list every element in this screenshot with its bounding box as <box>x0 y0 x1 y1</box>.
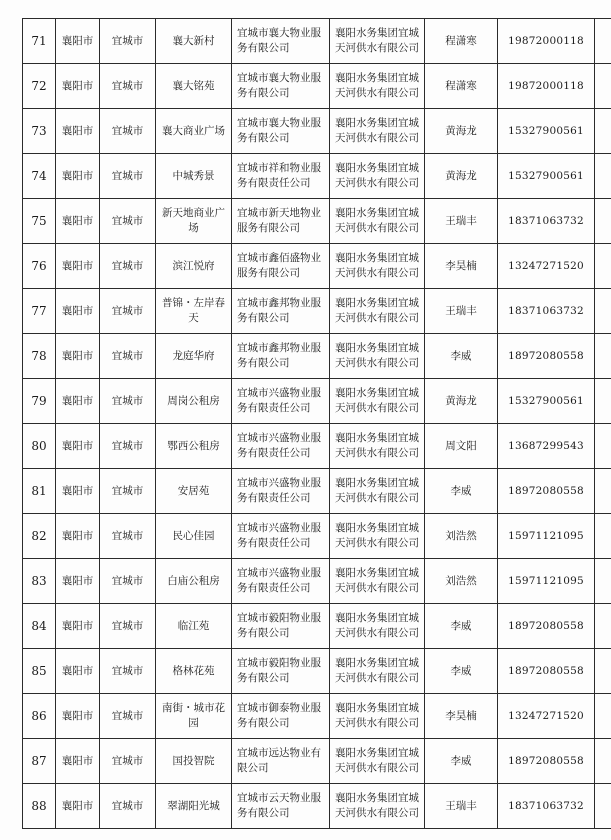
row-number: 88 <box>23 784 56 829</box>
row-number: 77 <box>23 289 56 334</box>
community-name-cell: 龙庭华府 <box>156 334 232 379</box>
community-name-cell: 白庙公租房 <box>156 559 232 604</box>
phone-number-cell: 13247271520 <box>498 244 595 289</box>
city-cell: 襄阳市 <box>56 289 100 334</box>
table-row <box>23 19 611 64</box>
note-cell <box>595 154 611 199</box>
contact-person-cell: 李威 <box>425 469 498 514</box>
district-cell: 宜城市 <box>100 244 156 289</box>
note-cell <box>595 739 611 784</box>
note-cell <box>595 64 611 109</box>
district-cell: 宜城市 <box>100 739 156 784</box>
city-cell: 襄阳市 <box>56 469 100 514</box>
phone-number-cell: 15327900561 <box>498 379 595 424</box>
community-name-cell: 翠湖阳光城 <box>156 784 232 829</box>
contact-person-cell: 李昊楠 <box>425 694 498 739</box>
district-cell: 宜城市 <box>100 604 156 649</box>
contact-person-cell: 程潇寒 <box>425 64 498 109</box>
community-name-cell: 南街・城市花园 <box>156 694 232 739</box>
community-name-cell: 襄大铭苑 <box>156 64 232 109</box>
community-name-cell: 鄂西公租房 <box>156 424 232 469</box>
table-row <box>23 64 611 109</box>
phone-number-cell: 15971121095 <box>498 514 595 559</box>
phone-number-cell: 18972080558 <box>498 334 595 379</box>
district-cell: 宜城市 <box>100 19 156 64</box>
city-cell: 襄阳市 <box>56 334 100 379</box>
property-company-cell: 宜城市鑫佰盛物业服务有限公司 <box>232 244 330 289</box>
district-cell: 宜城市 <box>100 784 156 829</box>
phone-number-cell: 18972080558 <box>498 469 595 514</box>
table-row <box>23 514 611 559</box>
row-number: 79 <box>23 379 56 424</box>
property-company-cell: 宜城市兴盛物业服务有限责任公司 <box>232 379 330 424</box>
contact-person-cell: 刘浩然 <box>425 559 498 604</box>
table-row <box>23 334 611 379</box>
water-company-cell: 襄阳水务集团宜城天河供水有限公司 <box>330 19 425 64</box>
table-row <box>23 649 611 694</box>
table-row <box>23 379 611 424</box>
water-company-cell: 襄阳水务集团宜城天河供水有限公司 <box>330 469 425 514</box>
water-company-cell: 襄阳水务集团宜城天河供水有限公司 <box>330 154 425 199</box>
community-name-cell: 国投智院 <box>156 739 232 784</box>
community-name-cell: 临江苑 <box>156 604 232 649</box>
property-company-cell: 宜城市毅阳物业服务有限公司 <box>232 649 330 694</box>
community-name-cell: 襄大商业广场 <box>156 109 232 154</box>
community-name-cell: 民心佳园 <box>156 514 232 559</box>
community-name-cell: 滨江悦府 <box>156 244 232 289</box>
property-company-cell: 宜城市兴盛物业服务有限责任公司 <box>232 559 330 604</box>
property-company-cell: 宜城市祥和物业服务有限责任公司 <box>232 154 330 199</box>
city-cell: 襄阳市 <box>56 694 100 739</box>
district-cell: 宜城市 <box>100 379 156 424</box>
property-company-cell: 宜城市远达物业有限公司 <box>232 739 330 784</box>
phone-number-cell: 18371063732 <box>498 784 595 829</box>
note-cell <box>595 199 611 244</box>
contact-person-cell: 李昊楠 <box>425 244 498 289</box>
property-company-cell: 宜城市鑫邦物业服务有限公司 <box>232 289 330 334</box>
district-cell: 宜城市 <box>100 109 156 154</box>
property-company-cell: 宜城市云天物业服务有限公司 <box>232 784 330 829</box>
water-company-cell: 襄阳水务集团宜城天河供水有限公司 <box>330 694 425 739</box>
table-row <box>23 469 611 514</box>
property-company-cell: 宜城市襄大物业服务有限公司 <box>232 109 330 154</box>
row-number: 80 <box>23 424 56 469</box>
district-cell: 宜城市 <box>100 424 156 469</box>
district-cell: 宜城市 <box>100 649 156 694</box>
table-row <box>23 739 611 784</box>
note-cell <box>595 784 611 829</box>
district-cell: 宜城市 <box>100 694 156 739</box>
city-cell: 襄阳市 <box>56 154 100 199</box>
district-cell: 宜城市 <box>100 289 156 334</box>
city-cell: 襄阳市 <box>56 424 100 469</box>
district-cell: 宜城市 <box>100 64 156 109</box>
property-water-supply-table <box>22 18 611 829</box>
contact-person-cell: 王瑞丰 <box>425 199 498 244</box>
contact-person-cell: 程潇寒 <box>425 19 498 64</box>
property-company-cell: 宜城市鑫邦物业服务有限公司 <box>232 334 330 379</box>
table-row <box>23 289 611 334</box>
row-number: 76 <box>23 244 56 289</box>
row-number: 74 <box>23 154 56 199</box>
water-company-cell: 襄阳水务集团宜城天河供水有限公司 <box>330 289 425 334</box>
city-cell: 襄阳市 <box>56 784 100 829</box>
water-company-cell: 襄阳水务集团宜城天河供水有限公司 <box>330 199 425 244</box>
row-number: 71 <box>23 19 56 64</box>
community-name-cell: 新天地商业广场 <box>156 199 232 244</box>
contact-person-cell: 王瑞丰 <box>425 784 498 829</box>
water-company-cell: 襄阳水务集团宜城天河供水有限公司 <box>330 649 425 694</box>
row-number: 83 <box>23 559 56 604</box>
property-company-cell: 宜城市兴盛物业服务有限责任公司 <box>232 514 330 559</box>
contact-person-cell: 黄海龙 <box>425 379 498 424</box>
district-cell: 宜城市 <box>100 469 156 514</box>
city-cell: 襄阳市 <box>56 19 100 64</box>
contact-person-cell: 黄海龙 <box>425 109 498 154</box>
row-number: 85 <box>23 649 56 694</box>
city-cell: 襄阳市 <box>56 604 100 649</box>
property-company-cell: 宜城市毅阳物业服务有限公司 <box>232 604 330 649</box>
property-company-cell: 宜城市兴盛物业服务有限责任公司 <box>232 469 330 514</box>
district-cell: 宜城市 <box>100 334 156 379</box>
phone-number-cell: 19872000118 <box>498 19 595 64</box>
row-number: 75 <box>23 199 56 244</box>
water-company-cell: 襄阳水务集团宜城天河供水有限公司 <box>330 109 425 154</box>
water-company-cell: 襄阳水务集团宜城天河供水有限公司 <box>330 424 425 469</box>
table-body <box>23 19 611 829</box>
note-cell <box>595 469 611 514</box>
table-row <box>23 694 611 739</box>
table-row <box>23 424 611 469</box>
phone-number-cell: 15327900561 <box>498 154 595 199</box>
city-cell: 襄阳市 <box>56 109 100 154</box>
phone-number-cell: 19872000118 <box>498 64 595 109</box>
note-cell <box>595 109 611 154</box>
phone-number-cell: 13687299543 <box>498 424 595 469</box>
row-number: 82 <box>23 514 56 559</box>
contact-person-cell: 王瑞丰 <box>425 289 498 334</box>
city-cell: 襄阳市 <box>56 514 100 559</box>
property-company-cell: 宜城市襄大物业服务有限公司 <box>232 19 330 64</box>
contact-person-cell: 李威 <box>425 604 498 649</box>
contact-person-cell: 李威 <box>425 739 498 784</box>
phone-number-cell: 13247271520 <box>498 694 595 739</box>
row-number: 72 <box>23 64 56 109</box>
property-company-cell: 宜城市兴盛物业服务有限责任公司 <box>232 424 330 469</box>
table-row <box>23 559 611 604</box>
phone-number-cell: 18972080558 <box>498 649 595 694</box>
property-company-cell: 宜城市襄大物业服务有限公司 <box>232 64 330 109</box>
community-name-cell: 周岗公租房 <box>156 379 232 424</box>
water-company-cell: 襄阳水务集团宜城天河供水有限公司 <box>330 244 425 289</box>
city-cell: 襄阳市 <box>56 379 100 424</box>
note-cell <box>595 604 611 649</box>
table-row <box>23 244 611 289</box>
water-company-cell: 襄阳水务集团宜城天河供水有限公司 <box>330 64 425 109</box>
community-name-cell: 中城秀景 <box>156 154 232 199</box>
note-cell <box>595 559 611 604</box>
water-company-cell: 襄阳水务集团宜城天河供水有限公司 <box>330 334 425 379</box>
row-number: 78 <box>23 334 56 379</box>
water-company-cell: 襄阳水务集团宜城天河供水有限公司 <box>330 559 425 604</box>
contact-person-cell: 黄海龙 <box>425 154 498 199</box>
city-cell: 襄阳市 <box>56 64 100 109</box>
phone-number-cell: 18972080558 <box>498 604 595 649</box>
phone-number-cell: 15971121095 <box>498 559 595 604</box>
district-cell: 宜城市 <box>100 514 156 559</box>
phone-number-cell: 18371063732 <box>498 199 595 244</box>
city-cell: 襄阳市 <box>56 244 100 289</box>
water-company-cell: 襄阳水务集团宜城天河供水有限公司 <box>330 604 425 649</box>
phone-number-cell: 18371063732 <box>498 289 595 334</box>
row-number: 81 <box>23 469 56 514</box>
water-company-cell: 襄阳水务集团宜城天河供水有限公司 <box>330 784 425 829</box>
note-cell <box>595 289 611 334</box>
phone-number-cell: 18972080558 <box>498 739 595 784</box>
contact-person-cell: 李威 <box>425 334 498 379</box>
row-number: 86 <box>23 694 56 739</box>
community-name-cell: 格林花苑 <box>156 649 232 694</box>
table-row <box>23 604 611 649</box>
city-cell: 襄阳市 <box>56 739 100 784</box>
city-cell: 襄阳市 <box>56 649 100 694</box>
row-number: 87 <box>23 739 56 784</box>
water-company-cell: 襄阳水务集团宜城天河供水有限公司 <box>330 739 425 784</box>
city-cell: 襄阳市 <box>56 199 100 244</box>
table-row <box>23 784 611 829</box>
water-company-cell: 襄阳水务集团宜城天河供水有限公司 <box>330 379 425 424</box>
note-cell <box>595 514 611 559</box>
city-cell: 襄阳市 <box>56 559 100 604</box>
community-name-cell: 安居苑 <box>156 469 232 514</box>
community-name-cell: 普锦・左岸春天 <box>156 289 232 334</box>
note-cell <box>595 334 611 379</box>
row-number: 73 <box>23 109 56 154</box>
note-cell <box>595 19 611 64</box>
row-number: 84 <box>23 604 56 649</box>
table-row <box>23 199 611 244</box>
note-cell <box>595 424 611 469</box>
contact-person-cell: 周文阳 <box>425 424 498 469</box>
table-row <box>23 154 611 199</box>
note-cell <box>595 649 611 694</box>
water-company-cell: 襄阳水务集团宜城天河供水有限公司 <box>330 514 425 559</box>
district-cell: 宜城市 <box>100 154 156 199</box>
note-cell <box>595 379 611 424</box>
note-cell <box>595 244 611 289</box>
community-name-cell: 襄大新村 <box>156 19 232 64</box>
contact-person-cell: 刘浩然 <box>425 514 498 559</box>
property-company-cell: 宜城市御泰物业服务有限公司 <box>232 694 330 739</box>
contact-person-cell: 李威 <box>425 649 498 694</box>
table-row <box>23 109 611 154</box>
phone-number-cell: 15327900561 <box>498 109 595 154</box>
district-cell: 宜城市 <box>100 559 156 604</box>
district-cell: 宜城市 <box>100 199 156 244</box>
property-company-cell: 宜城市新天地物业服务有限公司 <box>232 199 330 244</box>
note-cell <box>595 694 611 739</box>
